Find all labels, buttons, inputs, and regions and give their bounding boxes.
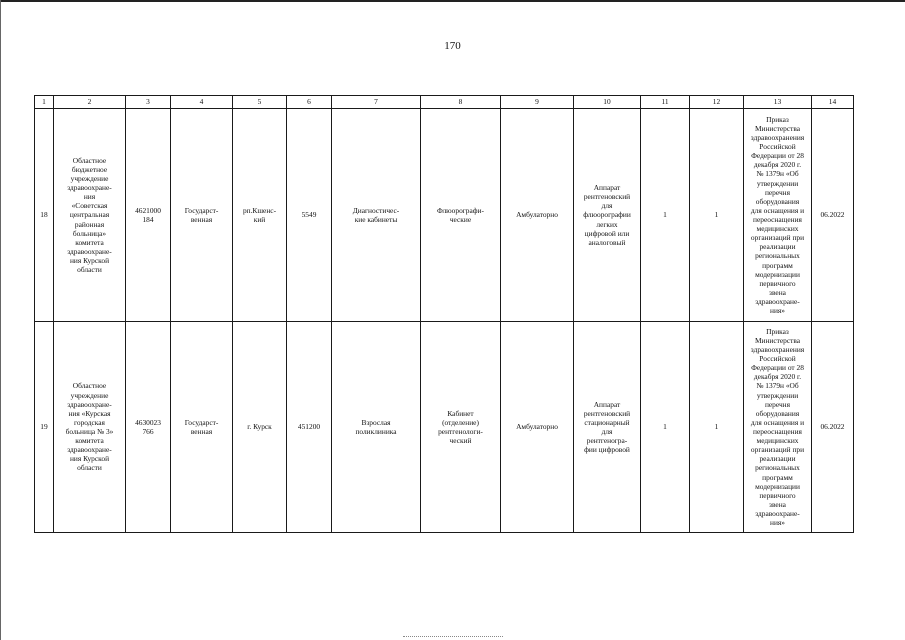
- unit-name: Диагностичес- кие кабинеты: [352, 205, 400, 224]
- column-header: 13: [744, 96, 812, 109]
- care-type-cell: Амбулаторно: [501, 322, 574, 533]
- quantity-cell: 1: [690, 109, 744, 322]
- organization-cell: [54, 109, 126, 322]
- table-row: [35, 322, 854, 533]
- room-type: Кабинет (отделение) рентгенологи- ческий: [438, 408, 483, 446]
- column-header: 12: [690, 96, 744, 109]
- equipment-name: Аппарат рентгеновский стационарный для рентгеногра- фии цифровой: [583, 399, 631, 455]
- quantity-cell: 1: [641, 109, 690, 322]
- column-header: 5: [233, 96, 287, 109]
- footer-line: [403, 636, 503, 637]
- top-border: [0, 0, 905, 2]
- organization-name: Областное учреждение здравоохране- ния «Курская городская больница № 3» комитета здравоохране- ния Курской области: [65, 381, 114, 473]
- date-cell: 06.2022: [812, 322, 854, 533]
- column-header: 8: [421, 96, 501, 109]
- equipment-table: [34, 95, 854, 533]
- page-number: 170: [444, 40, 461, 52]
- postcode-cell: 451200: [287, 322, 332, 533]
- equipment-cell: [574, 322, 641, 533]
- table-row: [35, 109, 854, 322]
- column-header: 4: [171, 96, 233, 109]
- quantity-cell: 1: [690, 322, 744, 533]
- equipment-cell: [574, 109, 641, 322]
- postcode-cell: 5549: [287, 109, 332, 322]
- quantity-cell: 1: [641, 322, 690, 533]
- room-cell: [421, 322, 501, 533]
- code-cell: [126, 322, 171, 533]
- row-number: 19: [35, 322, 54, 533]
- column-header: 7: [332, 96, 421, 109]
- organization-code: 4621000 184: [135, 205, 161, 224]
- room-type: Флюорографи- ческие: [437, 205, 484, 224]
- room-cell: [421, 109, 501, 322]
- code-cell: [126, 109, 171, 322]
- equipment-name: Аппарат рентгеновский для флюорографии легких цифровой или аналоговый: [583, 183, 631, 247]
- column-header: 11: [641, 96, 690, 109]
- column-header: 3: [126, 96, 171, 109]
- column-header: 9: [501, 96, 574, 109]
- unit-cell: [332, 322, 421, 533]
- column-header: 10: [574, 96, 641, 109]
- locality: рп.Кшенс- кий: [242, 205, 277, 224]
- column-header: 2: [54, 96, 126, 109]
- ownership-type: Государст- венная: [184, 417, 219, 436]
- unit-cell: [332, 109, 421, 322]
- ownership-type: Государст- венная: [184, 205, 219, 224]
- left-border: [0, 0, 1, 640]
- column-header: 1: [35, 96, 54, 109]
- column-header: 6: [287, 96, 332, 109]
- order-cell: [744, 322, 812, 533]
- organization-cell: [54, 322, 126, 533]
- order-reference: Приказ Министерства здравоохранения Российской Федерации от 28 декабря 2020 г. № 1379н «Об утверждении перечня оборудования для оснащения и переоснащения медицинских организаций при реализации региональных программ модернизации первичного звена здравоохране- ния»: [750, 114, 805, 316]
- order-cell: [744, 109, 812, 322]
- unit-name: Взрослая поликлиника: [355, 417, 397, 436]
- column-header: 14: [812, 96, 854, 109]
- ownership-cell: [171, 322, 233, 533]
- row-number: 18: [35, 109, 54, 322]
- ownership-cell: [171, 109, 233, 322]
- table-header-row: [35, 96, 854, 109]
- locality-cell: [233, 322, 287, 533]
- locality: г. Курск: [247, 422, 272, 432]
- care-type-cell: Амбулаторно: [501, 109, 574, 322]
- date-cell: 06.2022: [812, 109, 854, 322]
- organization-name: Областное бюджетное учреждение здравоохране- ния «Советская центральная районная больница» комитета здравоохране- ния Курской области: [67, 155, 112, 275]
- order-reference: Приказ Министерства здравоохранения Российской Федерации от 28 декабря 2020 г. № 1379н «Об утверждении перечня оборудования для оснащения и переоснащения медицинских организаций при реализации региональных программ модернизации первичного звена здравоохране- ния»: [750, 326, 805, 528]
- locality-cell: [233, 109, 287, 322]
- organization-code: 4630023 766: [135, 417, 161, 436]
